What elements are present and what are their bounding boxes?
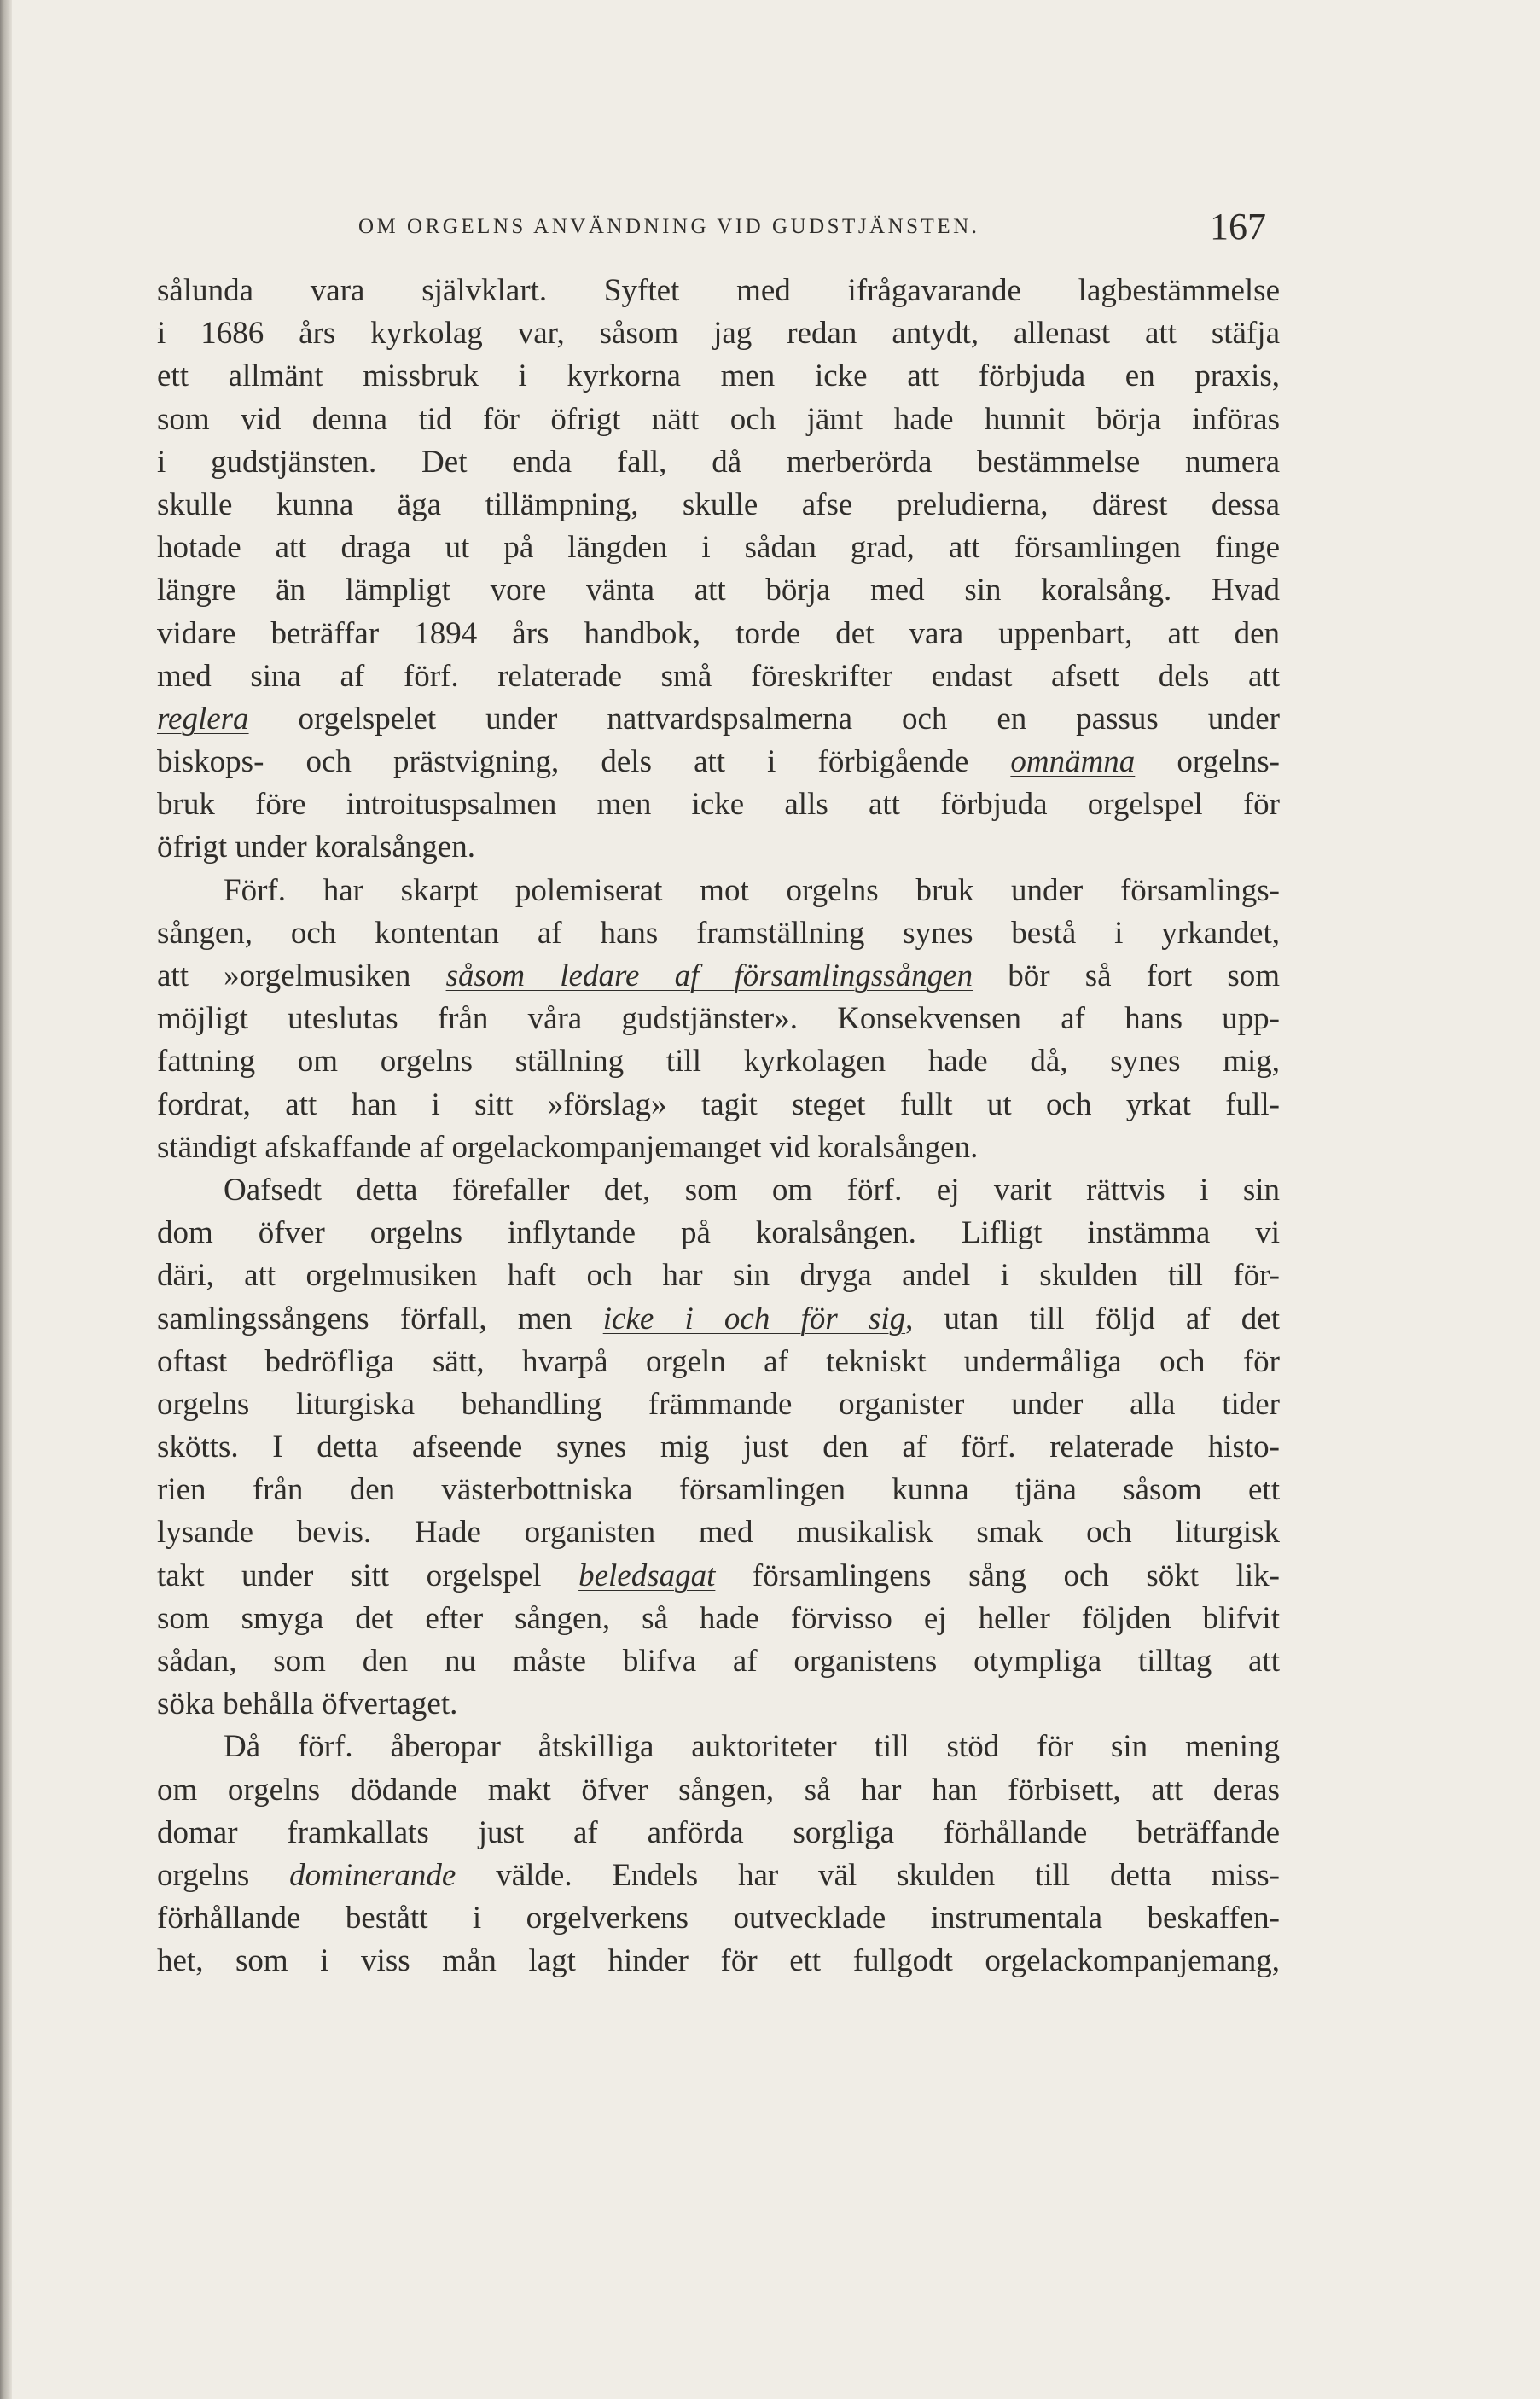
page-number: 167 — [1210, 206, 1266, 247]
text-line: hotade att draga ut på längden i sådan grad, att församlingen finge — [157, 530, 1280, 566]
text-segment: biskops- och prästvigning, dels att i förbigående — [157, 744, 1011, 780]
text-line: fattning om orgelns ställning till kyrkolagen hade då, synes mig, — [157, 1044, 1280, 1080]
text-line: dom öfver orgelns inflytande på koralsången. Lifligt instämma vi — [157, 1215, 1280, 1251]
text-line: het, som i viss mån lagt hinder för ett fullgodt orgelackompanjemang, — [157, 1943, 1280, 1979]
page-header — [157, 205, 1280, 256]
text-line: om orgelns dödande makt öfver sången, så har han förbisett, att deras — [157, 1772, 1280, 1808]
text-segment: välde. Endels har väl skulden till detta miss- — [456, 1857, 1280, 1893]
text-segment: samlingssångens förfall, men — [157, 1301, 603, 1336]
text-line: som smyga det efter sången, så hade förvisso ej heller följden blifvit — [157, 1600, 1280, 1636]
text-line: Oafsedt detta förefaller det, som om förf. ej varit rättvis i sin — [224, 1172, 1280, 1208]
text-line: med sina af förf. relaterade små föreskrifter endast afsett dels att — [157, 658, 1280, 694]
text-line: rien från den västerbottniska församlingen kunna tjäna såsom ett — [157, 1472, 1280, 1508]
text-line: domar framkallats just af anförda sorgliga förhållande beträffande — [157, 1814, 1280, 1850]
text-line: öfrigt under koralsången. — [157, 830, 475, 865]
emphasized-text: dominerande — [289, 1857, 456, 1893]
text-line: söka behålla öfvertaget. — [157, 1686, 458, 1722]
text-segment: takt under sitt orgelspel — [157, 1558, 579, 1593]
emphasized-text: icke i och för sig — [602, 1301, 906, 1336]
text-line: däri, att orgelmusiken haft och har sin dryga andel i skulden till för- — [157, 1258, 1280, 1294]
text-line — [157, 1298, 1280, 1341]
emphasized-text: såsom ledare af församlingssången — [445, 958, 973, 993]
text-line — [157, 1855, 1280, 1897]
text-segment: att »orgelmusiken — [157, 958, 446, 993]
text-line: orgelns liturgiska behandling främmande organister under alla tider — [157, 1386, 1280, 1422]
text-line — [157, 1555, 1280, 1598]
text-line: i 1686 års kyrkolag var, såsom jag redan antydt, allenast att stäfja — [157, 316, 1280, 352]
emphasized-text: omnämna — [1010, 744, 1136, 780]
text-segment: församlingens sång och sökt lik- — [715, 1558, 1280, 1593]
text-line: fordrat, att han i sitt »förslag» tagit steget fullt ut och yrkat full- — [157, 1086, 1280, 1122]
running-head: OM ORGELNS ANVÄNDNING VID GUDSTJÄNSTEN. — [358, 215, 980, 238]
text-line: bruk före introituspsalmen men icke alls att förbjuda orgelspel för — [157, 787, 1280, 823]
text-line: i gudstjänsten. Det enda fall, då merberörda bestämmelse numera — [157, 444, 1280, 480]
emphasized-text: reglera — [157, 701, 249, 737]
text-line: förhållande bestått i orgelverkens outvecklade instrumentala beskaffen- — [157, 1901, 1280, 1936]
text-line: möjligt uteslutas från våra gudstjänster». Konsekvensen af hans upp- — [157, 1001, 1280, 1037]
text-segment: bör så fort som — [973, 958, 1280, 993]
text-line: lysande bevis. Hade organisten med musikalisk smak och liturgisk — [157, 1515, 1280, 1551]
text-line — [157, 955, 1280, 998]
text-line: sålunda vara självklart. Syftet med ifrågavarande lagbestämmelse — [157, 273, 1280, 308]
text-line: ständigt afskaffande af orgelackompanjemanget vid koralsången. — [157, 1129, 979, 1165]
emphasized-text: beledsagat — [578, 1558, 716, 1593]
text-line: Då förf. åberopar åtskilliga auktoriteter till stöd för sin mening — [224, 1729, 1280, 1765]
text-line: skulle kunna äga tillämpning, skulle afse preludierna, därest dessa — [157, 486, 1280, 522]
scan-binding-edge — [0, 0, 12, 2399]
text-line — [157, 698, 1280, 741]
text-line: vidare beträffar 1894 års handbok, torde det vara uppenbart, att den — [157, 615, 1280, 651]
text-line: sådan, som den nu måste blifva af organistens otympliga tilltag att — [157, 1644, 1280, 1679]
text-segment: , utan till följd af det — [905, 1301, 1280, 1336]
text-line — [157, 741, 1280, 783]
text-line: ett allmänt missbruk i kyrkorna men icke att förbjuda en praxis, — [157, 358, 1280, 394]
text-line: Förf. har skarpt polemiserat mot orgelns bruk under församlings- — [224, 872, 1280, 908]
text-segment: orgelns- — [1135, 744, 1280, 780]
text-segment: orgelns — [157, 1857, 290, 1893]
text-line: som vid denna tid för öfrigt nätt och jämt hade hunnit börja införas — [157, 401, 1280, 437]
text-line: längre än lämpligt vore vänta att börja med sin koralsång. Hvad — [157, 573, 1280, 608]
text-line: sången, och kontentan af hans framställning synes bestå i yrkandet, — [157, 915, 1280, 951]
text-segment: orgelspelet under nattvardspsalmerna och en passus under — [248, 701, 1280, 737]
text-line: oftast bedröfliga sätt, hvarpå orgeln af tekniskt undermåliga och för — [157, 1343, 1280, 1379]
text-line: skötts. I detta afseende synes mig just den af förf. relaterade histo- — [157, 1430, 1280, 1465]
body-text — [157, 270, 1280, 1983]
